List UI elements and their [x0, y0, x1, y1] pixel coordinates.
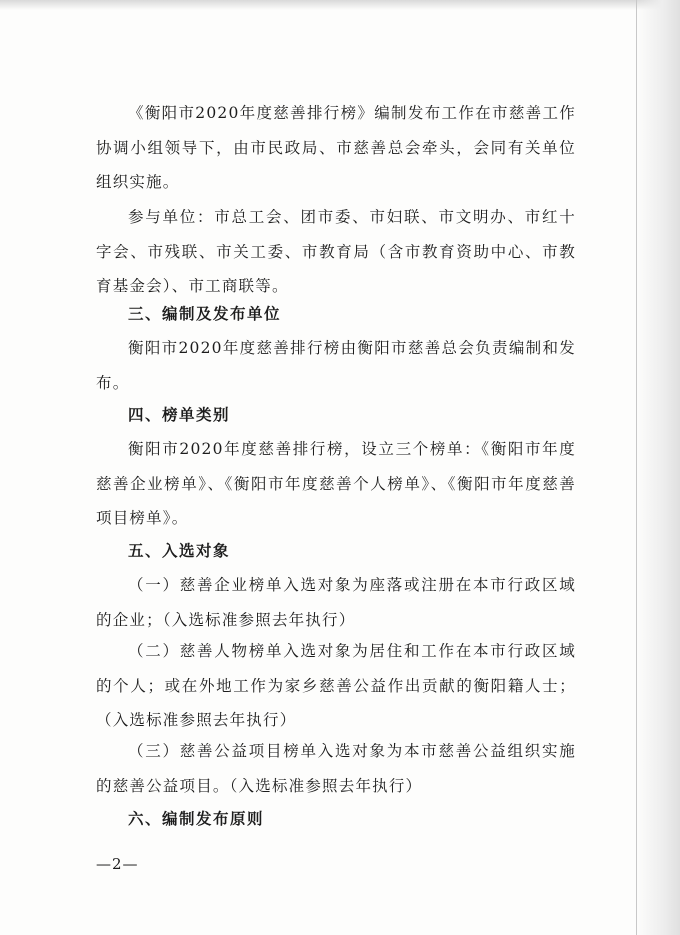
list-item-enterprise: （一）慈善企业榜单入选对象为座落或注册在本市行政区域的企业；（入选标准参照去年执行）: [96, 576, 576, 629]
section-heading-categories: 四、榜单类别: [128, 406, 231, 424]
section-heading-candidates: 五、入选对象: [128, 542, 231, 560]
section-heading-principles: 六、编制发布原则: [128, 810, 265, 828]
page-number: —2—: [96, 855, 139, 873]
list-item-project: （三）慈善公益项目榜单入选对象为本市慈善公益组织实施的慈善公益项目。（入选标准参照去年执行）: [96, 742, 576, 795]
paragraph-categories: 衡阳市2020年度慈善排行榜，设立三个榜单：《衡阳市年度慈善企业榜单》、《衡阳市年度慈善个人榜单》、《衡阳市年度慈善项目榜单》。: [96, 440, 576, 527]
section-heading-publisher: 三、编制及发布单位: [128, 305, 282, 323]
paragraph-publisher: 衡阳市2020年度慈善排行榜由衡阳市慈善总会负责编制和发布。: [96, 339, 576, 392]
paragraph-organization: 《衡阳市2020年度慈善排行榜》编制发布工作在市慈善工作协调小组领导下，由市民政局、市慈善总会牵头，会同有关单位组织实施。: [96, 104, 576, 191]
paragraph-participants: 参与单位：市总工会、团市委、市妇联、市文明办、市红十字会、市残联、市关工委、市教育局（含市教育资助中心、市教育基金会）、市工商联等。: [96, 208, 576, 295]
list-item-individual: （二）慈善人物榜单入选对象为居住和工作在本市行政区域的个人；或在外地工作为家乡慈善公益作出贡献的衡阳籍人士；（入选标准参照去年执行）: [96, 642, 576, 729]
